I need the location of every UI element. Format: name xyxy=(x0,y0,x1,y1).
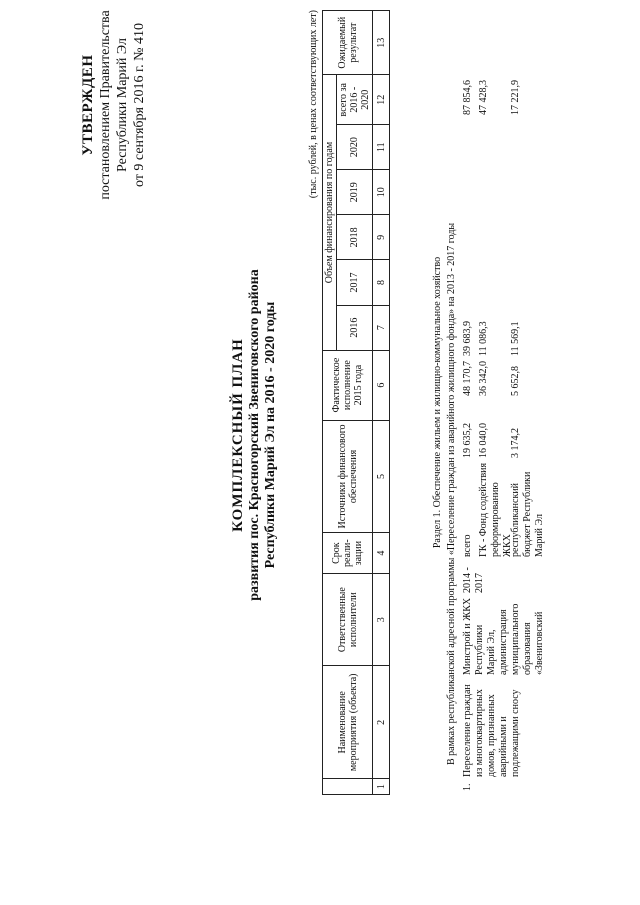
row-2017-republic: 11 569,1 xyxy=(510,321,521,356)
index-cell: 13 xyxy=(373,11,390,75)
row-2016-republic: 5 652,8 xyxy=(510,366,521,396)
approval-line-2: Республики Марий Эл xyxy=(115,38,130,172)
header-actual: Фактическое исполнение 2015 года xyxy=(323,350,373,420)
row-actual-republic: 3 174,2 xyxy=(510,428,521,458)
title-line-3: Республики Марий Эл на 2016 - 2020 годы xyxy=(263,301,278,569)
approval-date: от 9 сентября 2016 г. № 410 xyxy=(132,23,147,187)
header-funding: Объем финансирования по годам xyxy=(323,75,337,350)
index-cell: 3 xyxy=(373,573,390,665)
row-2016-total: 48 170,7 xyxy=(462,361,473,396)
row-number: 1. xyxy=(462,783,473,791)
row-sum-fund: 47 428,3 xyxy=(478,80,489,115)
program-title: В рамках республиканской адресной программы «Переселение граждан из аварийного жилищного фонда» на 2013 - 2017 годы xyxy=(446,222,457,765)
document-title xyxy=(230,45,279,825)
header-2020: 2020 xyxy=(337,125,373,170)
approval-line-1: постановлением Правительства xyxy=(98,10,113,200)
row-sum-republic: 17 221,9 xyxy=(510,80,521,115)
title-line-2: развития пос. Красногорский Звениговского района xyxy=(247,269,262,601)
header-sources: Источники финансового обеспечения xyxy=(323,420,373,533)
header-name: Наименование мероприятия (объекта) xyxy=(323,666,373,779)
plan-table xyxy=(322,10,390,795)
units-note: (тыс. рублей, в ценах соответствующих лет) xyxy=(308,10,319,199)
title-line-1: КОМПЛЕКСНЫЙ ПЛАН xyxy=(230,338,246,532)
index-cell: 12 xyxy=(373,75,390,125)
table-index-row xyxy=(373,11,390,795)
header-2018: 2018 xyxy=(337,215,373,260)
index-cell: 11 xyxy=(373,125,390,170)
row-actual-total: 19 635,2 xyxy=(462,423,473,458)
row-sum-total: 87 854,6 xyxy=(462,80,473,115)
header-2017: 2017 xyxy=(337,260,373,305)
row-2016-fund: 36 342,0 xyxy=(478,361,489,396)
row-2017-total: 39 683,9 xyxy=(462,321,473,356)
row-source-republic: республиканский бюджет Республики Марий Эл xyxy=(510,471,545,557)
row-source-total: всего xyxy=(462,534,473,557)
section-title: Раздел 1. Обеспечение жильем и жилищно-коммунальное хозяйство xyxy=(432,256,443,549)
index-cell: 9 xyxy=(373,215,390,260)
header-num xyxy=(323,779,373,795)
header-result: Ожидаемый результат xyxy=(323,11,373,75)
header-2016: 2016 xyxy=(337,305,373,350)
table-header-row xyxy=(323,11,337,795)
index-cell: 1 xyxy=(373,779,390,795)
header-term: Срок реали-зации xyxy=(323,533,373,574)
row-2017-fund: 11 086,3 xyxy=(478,321,489,356)
row-name: Переселение граждан из многоквартирных домов, признанных аварийными и подлежащими сносу xyxy=(462,684,521,777)
index-cell: 6 xyxy=(373,350,390,420)
row-term: 2014 - 2017 xyxy=(462,567,485,593)
row-actual-fund: 16 040,0 xyxy=(478,423,489,458)
row-source-fund: ГК - Фонд содействия реформированию ЖКХ xyxy=(478,462,513,557)
header-total: всего за 2016 - 2020 xyxy=(337,75,373,125)
index-cell: 10 xyxy=(373,170,390,215)
approval-heading: УТВЕРЖДЕН xyxy=(80,54,96,156)
index-cell: 2 xyxy=(373,666,390,779)
row-executors: Минстрой и ЖКХ Республики Марий Эл, администрация муниципального образования «Звениговский xyxy=(462,597,545,675)
index-cell: 7 xyxy=(373,305,390,350)
index-cell: 4 xyxy=(373,533,390,574)
approval-stamp xyxy=(80,5,148,205)
index-cell: 5 xyxy=(373,420,390,533)
header-2019: 2019 xyxy=(337,170,373,215)
header-executors: Ответственные исполнители xyxy=(323,573,373,665)
index-cell: 8 xyxy=(373,260,390,305)
